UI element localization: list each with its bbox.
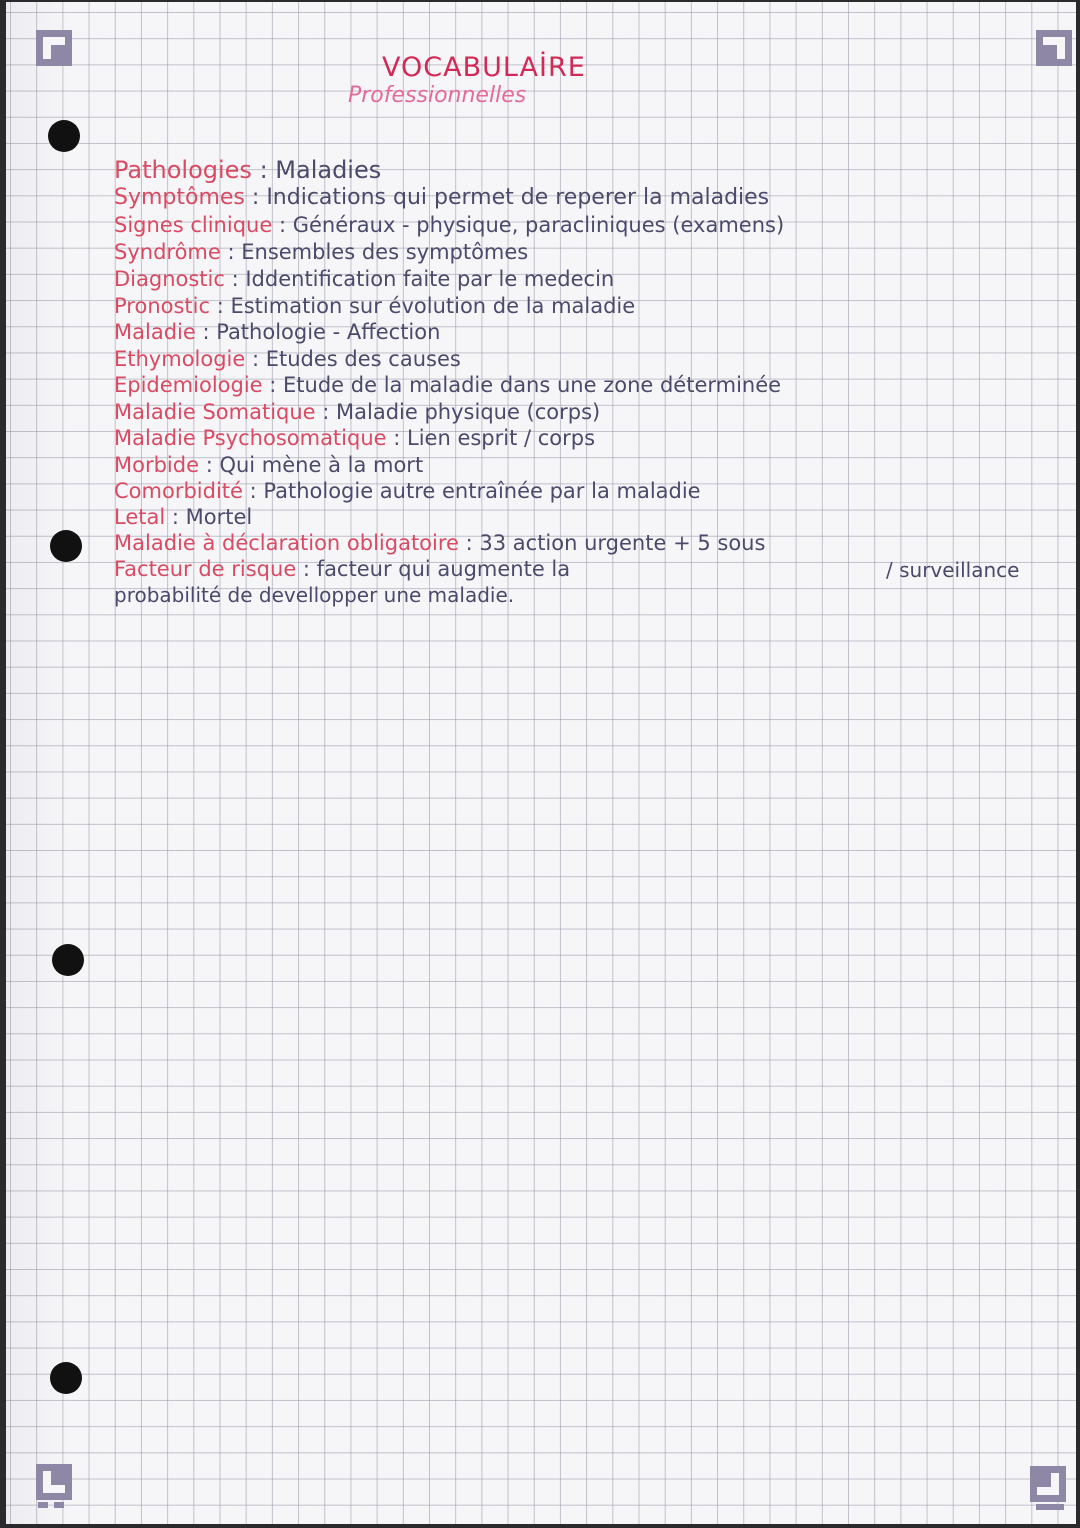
vocab-term: Syndrôme	[114, 240, 221, 264]
vocab-entry	[114, 346, 461, 372]
vocab-entry	[114, 293, 635, 319]
vocab-definition: Maladies	[275, 156, 382, 184]
vocab-separator: :	[210, 294, 231, 318]
vocab-continuation: / surveillance	[886, 558, 1020, 582]
vocab-term: Facteur de risque	[114, 557, 297, 581]
vocab-term: Ethymologie	[114, 347, 246, 371]
vocab-separator: :	[220, 240, 242, 264]
vocab-separator: :	[165, 505, 186, 529]
vocab-separator: :	[386, 426, 407, 450]
corner-marker-bottom-left-icon	[36, 1464, 72, 1500]
page-subtitle: Professionnelles	[348, 83, 527, 108]
vocab-term: Pathologies	[114, 156, 252, 184]
vocab-entry	[114, 425, 595, 451]
vocab-entry	[114, 319, 440, 345]
vocab-continuation: probabilité de devellopper une maladie.	[114, 583, 515, 607]
vocab-definition: Ensembles des symptômes	[241, 240, 529, 264]
vocab-separator: :	[262, 373, 284, 397]
vocab-entry	[114, 452, 423, 478]
vocab-entry	[114, 372, 781, 398]
vocab-definition: 33 action urgente + 5 sous	[479, 531, 766, 555]
vocab-term: Maladie Psychosomatique	[114, 426, 387, 450]
vocab-separator: :	[245, 347, 266, 371]
vocab-entry	[114, 478, 701, 504]
vocab-term: Letal	[114, 505, 166, 529]
vocab-entry	[114, 157, 381, 183]
punch-hole-icon	[52, 944, 84, 976]
vocab-definition: Indications qui permet de reperer la maladies	[266, 185, 770, 210]
corner-dash-icon	[1036, 1504, 1064, 1510]
vocab-separator: :	[242, 479, 264, 503]
vocab-definition: Maladie physique (corps)	[336, 400, 601, 424]
notebook-page	[6, 2, 1076, 1524]
vocab-separator: :	[224, 267, 246, 291]
vocab-entry	[114, 185, 769, 211]
vocab-definition: Mortel	[185, 505, 253, 529]
vocab-definition: Etudes des causes	[265, 347, 461, 371]
vocab-entry	[114, 530, 765, 556]
vocab-term: Maladie à déclaration obligatoire	[114, 531, 459, 555]
vocab-term: Epidemiologie	[114, 373, 263, 397]
vocab-definition: Qui mène à la mort	[219, 453, 424, 477]
vocab-definition: Estimation sur évolution de la maladie	[230, 294, 636, 318]
corner-dash-icon	[38, 1502, 48, 1508]
punch-hole-icon	[48, 120, 80, 152]
vocab-definition: Pathologie autre entraînée par la maladie	[263, 479, 701, 503]
vocab-term: Maladie	[114, 320, 196, 344]
vocab-term: Signes clinique	[114, 213, 273, 237]
corner-marker-top-left-icon	[36, 30, 72, 66]
vocab-separator: :	[244, 185, 267, 210]
vocab-separator: :	[296, 557, 317, 581]
vocab-definition: Etude de la maladie dans une zone déterminée	[283, 373, 782, 397]
vocab-definition: facteur qui augmente la	[316, 557, 571, 581]
vocab-entry	[114, 504, 252, 530]
vocab-separator: :	[315, 400, 337, 424]
page-title: VOCABULAİRE	[382, 52, 586, 83]
corner-marker-bottom-right-icon	[1030, 1466, 1066, 1502]
vocab-separator: :	[251, 156, 276, 184]
corner-marker-top-right-icon	[1036, 30, 1072, 66]
vocab-term: Diagnostic	[114, 267, 225, 291]
vocab-term: Morbide	[114, 453, 200, 477]
vocab-term: Comorbidité	[114, 479, 243, 503]
vocab-separator: :	[195, 320, 217, 344]
vocab-entry	[114, 266, 614, 292]
vocab-definition: Généraux - physique, paracliniques (examens)	[292, 213, 785, 237]
vocab-separator: :	[458, 531, 480, 555]
vocab-entry	[114, 212, 784, 238]
vocab-entry	[114, 399, 600, 425]
vocab-separator: :	[199, 453, 220, 477]
vocab-definition: Lien esprit / corps	[407, 426, 596, 450]
vocab-entry	[114, 239, 528, 265]
vocab-term: Maladie Somatique	[114, 400, 316, 424]
punch-hole-icon	[50, 530, 82, 562]
vocab-separator: :	[272, 213, 293, 237]
vocab-entry	[114, 556, 570, 582]
vocab-definition: Iddentification faite par le medecin	[245, 267, 615, 291]
punch-hole-icon	[50, 1362, 82, 1394]
vocab-definition: Pathologie - Affection	[216, 320, 441, 344]
vocab-term: Pronostic	[114, 294, 211, 318]
corner-dash-icon	[54, 1502, 64, 1508]
vocab-term: Symptômes	[114, 185, 245, 210]
